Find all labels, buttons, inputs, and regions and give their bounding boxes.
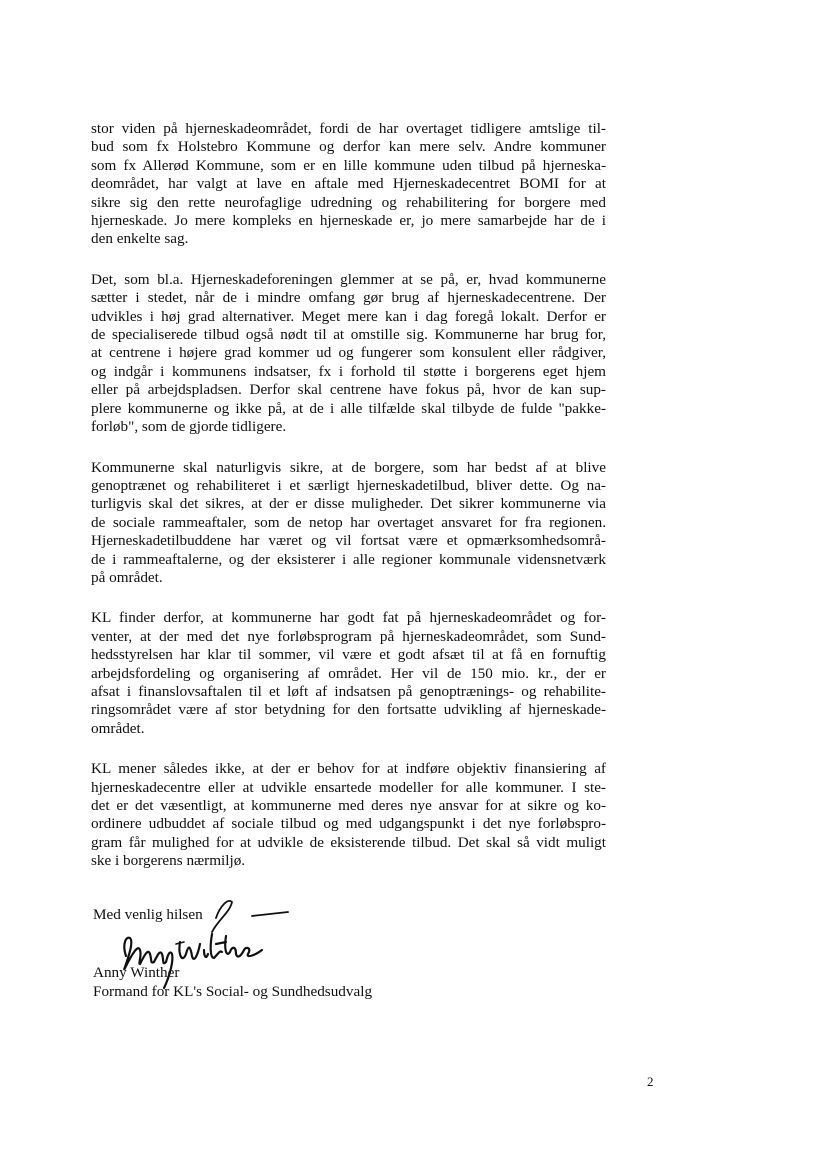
text-line: at centrene i højere grad kommer ud og fungerer som konsulent eller rådgiver, [91,344,606,362]
text-line: turligvis skal det sikres, at der er disse muligheder. Det sikrer kommunerne via [91,495,606,513]
text-line: KL finder derfor, at kommunerne har godt fat på hjerneskadeområdet og for- [91,609,606,627]
text-line: den enkelte sag. [91,230,189,248]
handwritten-signature [112,884,292,994]
text-line: som fx Allerød Kommune, som er en lille kommune uden tilbud på hjerneska- [91,156,606,174]
closing-greeting: Med venlig hilsen [93,906,203,923]
text-line: de sociale rammeaftaler, som de netop har overtaget ansvaret for fra regionen. [91,513,606,531]
body-paragraph [91,609,606,738]
text-line: området. [91,719,145,737]
text-line: genoptrænet og rehabiliteret i et særligt hjerneskadetilbud, bliver dette. Og na- [91,476,606,494]
letter-body [91,120,606,893]
text-line: ringsområdet være af stor betydning for den fortsatte udvikling af hjerneskade- [91,701,606,719]
signer-name: Anny Winther [93,964,180,982]
text-line: Det, som bl.a. Hjerneskadeforeningen glemmer at se på, er, hvad kommunerne [91,270,606,288]
text-line: sætter i stedet, når de i mindre omfang gør brug af hjerneskadecentrene. Der [91,289,606,307]
text-line: ordinere udbuddet af sociale tilbud og med udgangspunkt i det nye forløbspro- [91,815,606,833]
text-line: de specialiserede tilbud også nødt til at omstille sig. Kommunerne har brug for, [91,326,606,344]
text-line: stor viden på hjerneskadeområdet, fordi de har overtaget tidligere amtslige til- [91,120,606,137]
body-paragraph [91,760,606,870]
page-number: 2 [647,1074,654,1089]
text-line: gram får mulighed for at udvikle de eksisterende tilbud. Det skal så vidt muligt [91,833,606,851]
text-line: venter, at der med det nye forløbsprogram på hjerneskadeområdet, som Sund- [91,627,606,645]
text-line: afsat i finanslovsaftalen til et løft af indsatsen på genoptrænings- og rehabilite- [91,682,606,700]
text-line: det er det væsentligt, at kommunerne med deres nye ansvar for at sikre og ko- [91,797,606,814]
body-paragraph [91,271,606,437]
text-line: og indgår i kommunens indsatser, fx i forhold til støtte i borgerens eget hjem [91,362,606,380]
text-line: hedsstyrelsen har klar til sommer, vil være et godt afsæt til at få en fornuftig [91,646,606,664]
text-line: bud som fx Holstebro Kommune og derfor kan mere selv. Andre kommuner [91,138,606,156]
text-line: Kommunerne skal naturligvis sikre, at de borgere, som har bedst af at blive [91,458,606,476]
text-line: ske i borgerens nærmiljø. [91,852,246,870]
text-line: plere kommunerne og ikke på, at de i alle tilfælde skal tilbyde de fulde "pakke- [91,399,606,417]
text-line: hjerneskade. Jo mere kompleks en hjerneskade er, jo mere samarbejde har de i [91,212,606,230]
text-line: sikre sig den rette neurofaglige udredning og rehabilitering for borgere med [91,193,606,211]
text-line: udvikles i høj grad alternativer. Meget mere kan i dag foregå lokalt. Derfor er [91,307,606,325]
body-paragraph [91,459,606,588]
text-line: hjerneskadecentre eller at udvikle ensartede modeller for alle kommuner. I ste- [91,778,606,796]
text-line: eller på arbejdspladsen. Derfor skal centrene have fokus på, hvor de kan sup- [91,381,606,399]
text-line: på området. [91,568,163,586]
text-line: Hjerneskadetilbuddene har været og vil fortsat være et opmærksomhedsområ- [91,532,606,550]
text-line: KL mener således ikke, at der er behov for at indføre objektiv finansiering af [91,760,606,778]
text-line: deområdet, har valgt at lave en aftale med Hjerneskadecentret BOMI for at [91,175,606,193]
text-line: forløb", som de gjorde tidligere. [91,418,287,436]
signer-title: Formand for KL's Social- og Sundhedsudvalg [93,982,373,1000]
text-line: arbejdsfordeling og organisering af området. Her vil de 150 mio. kr., der er [91,664,606,682]
text-line: de i rammeaftalerne, og der eksisterer i alle regioner kommunale vidensnetværk [91,550,606,568]
body-paragraph [91,120,606,249]
